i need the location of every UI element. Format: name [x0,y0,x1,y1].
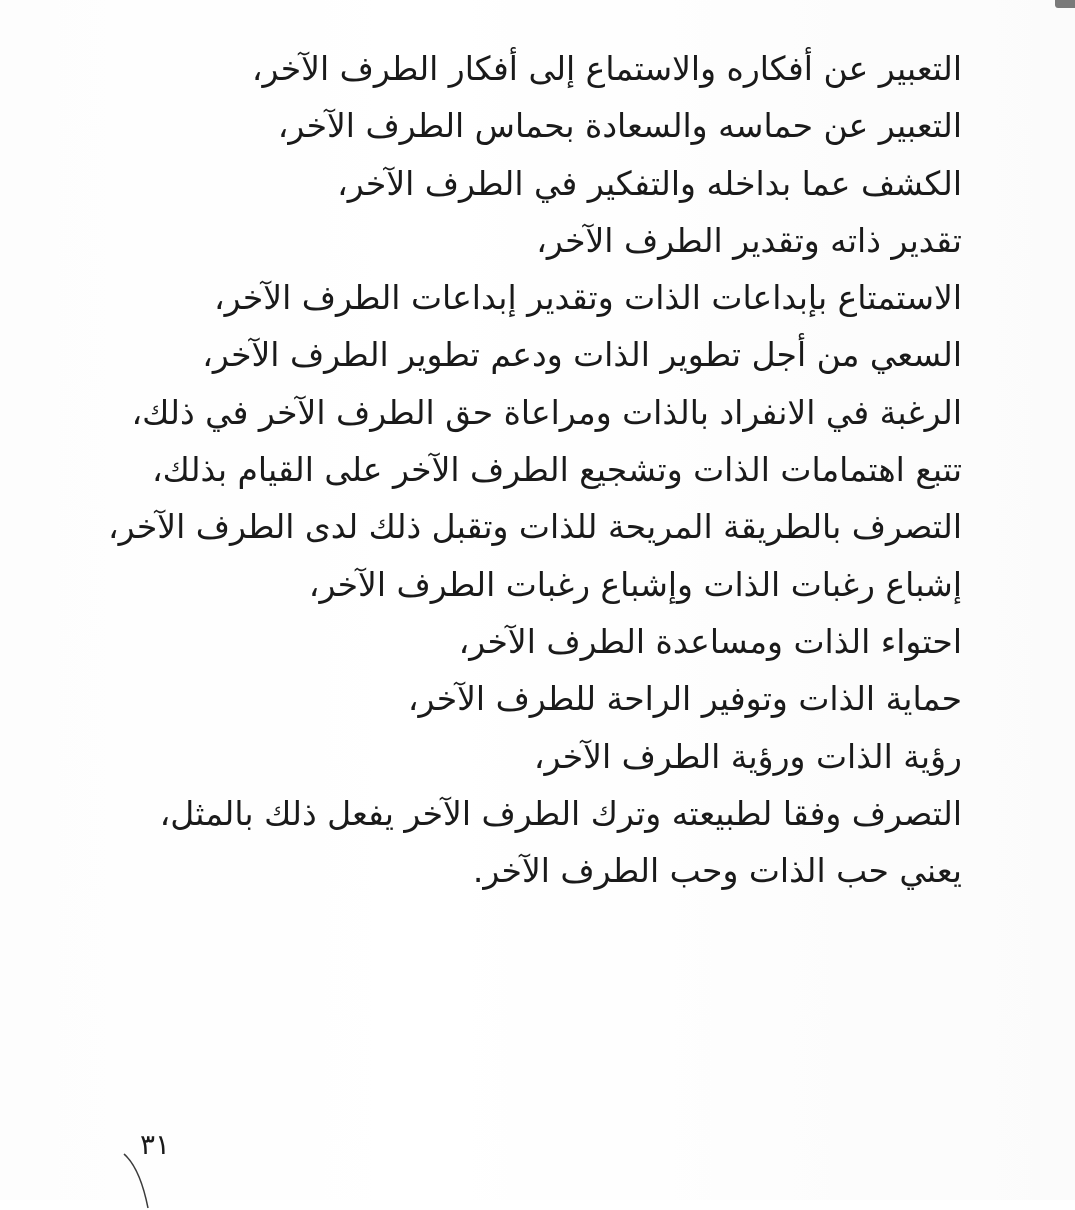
text-line-13: رؤية الذات ورؤية الطرف الآخر، [533,736,962,776]
text-line-11: احتواء الذات ومساعدة الطرف الآخر، [458,621,962,661]
page-curl-mark [118,1150,158,1210]
text-block [102,40,962,899]
text-line-3: الكشف عما بداخله والتفكير في الطرف الآخر، [337,163,962,203]
page-corner-mark [1055,0,1075,8]
page-number: ٣١ [140,1128,171,1161]
text-line-14: التصرف وفقا لطبيعته وترك الطرف الآخر يفعل ذلك بالمثل، [159,793,962,833]
text-line-5: الاستمتاع بإبداعات الذات وتقدير إبداعات الطرف الآخر، [214,278,962,318]
text-line-6: السعي من أجل تطوير الذات ودعم تطوير الطرف الآخر، [202,335,962,375]
text-line-4: تقدير ذاته وتقدير الطرف الآخر، [536,220,962,260]
text-line-10: إشباع رغبات الذات وإشباع رغبات الطرف الآخر، [308,564,962,604]
text-line-1: التعبير عن أفكاره والاستماع إلى أفكار الطرف الآخر، [251,49,962,88]
text-line-2: التعبير عن حماسه والسعادة بحماس الطرف الآخر، [277,106,962,146]
text-line-7: الرغبة في الانفراد بالذات ومراعاة حق الطرف الآخر في ذلك، [131,392,962,432]
text-line-9: التصرف بالطريقة المريحة للذات وتقبل ذلك لدى الطرف الآخر، [108,507,962,547]
text-line-15: يعني حب الذات وحب الطرف الآخر. [472,851,962,891]
text-line-12: حماية الذات وتوفير الراحة للطرف الآخر، [407,679,962,719]
text-line-8: تتبع اهتمامات الذات وتشجيع الطرف الآخر على القيام بذلك، [151,450,962,490]
